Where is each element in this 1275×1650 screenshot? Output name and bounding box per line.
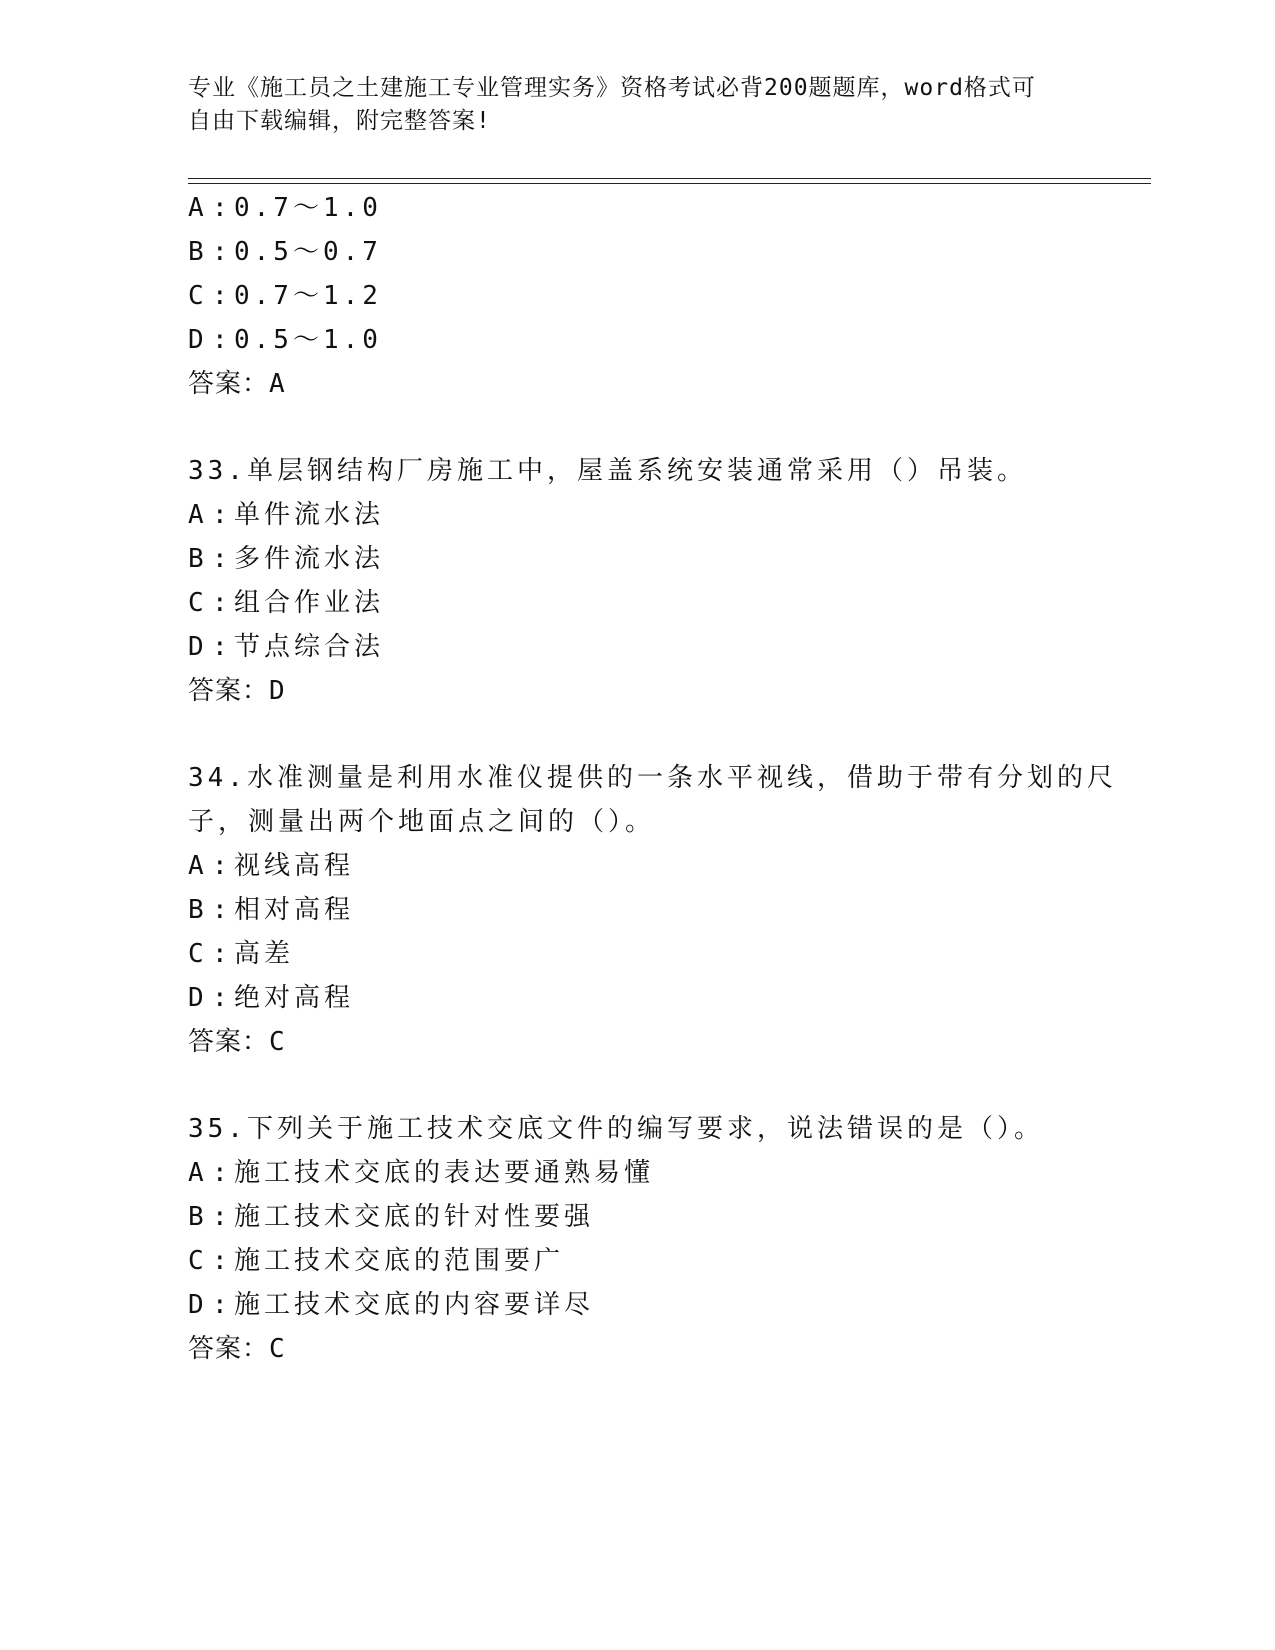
option-text: 节点综合法: [234, 632, 385, 662]
q33-answer: [188, 675, 286, 707]
answer-label: 答案：: [188, 369, 270, 399]
option-separator: :: [212, 632, 228, 662]
option-separator: :: [212, 1246, 228, 1276]
q32-option-b: [188, 236, 382, 268]
option-separator: :: [212, 1202, 228, 1232]
q32-option-a: [188, 192, 382, 224]
q32-option-c: [188, 280, 382, 312]
answer-label: 答案：: [188, 1027, 270, 1057]
option-text: 施工技术交底的内容要详尽: [234, 1290, 595, 1320]
option-text: 0.5～0.7: [234, 237, 382, 267]
option-separator: :: [212, 237, 228, 267]
option-key: D: [188, 1290, 204, 1320]
answer-value: C: [269, 1027, 286, 1057]
answer-label: 答案：: [188, 676, 270, 706]
option-text: 施工技术交底的表达要通熟易懂: [234, 1158, 655, 1188]
option-separator: :: [212, 939, 228, 969]
option-key: A: [188, 1158, 204, 1188]
option-separator: :: [212, 544, 228, 574]
header-line-1: 专业《施工员之土建施工专业管理实务》资格考试必背200题题库，word格式可: [188, 75, 1036, 101]
q35-option-c: [188, 1245, 564, 1277]
option-key: D: [188, 325, 204, 355]
q33-option-d: [188, 631, 384, 663]
q35-answer: [188, 1333, 286, 1365]
option-separator: :: [212, 1290, 228, 1320]
q33-option-b: [188, 543, 384, 575]
q34-option-b: [188, 894, 354, 926]
option-text: 视线高程: [234, 851, 355, 881]
header-divider-bottom: [188, 183, 1151, 184]
q34-option-d: [188, 982, 354, 1014]
option-text: 组合作业法: [234, 588, 385, 618]
option-key: C: [188, 1246, 204, 1276]
option-key: B: [188, 544, 204, 574]
q34-option-a: [188, 850, 354, 882]
option-text: 0.7～1.2: [234, 281, 382, 311]
option-key: B: [188, 895, 204, 925]
header-divider-top: [188, 178, 1151, 179]
option-separator: :: [212, 500, 228, 530]
option-text: 0.5～1.0: [234, 325, 382, 355]
option-separator: :: [212, 193, 228, 223]
option-text: 施工技术交底的范围要广: [234, 1246, 565, 1276]
option-separator: :: [212, 325, 228, 355]
q34-option-c: [188, 938, 294, 970]
option-text: 相对高程: [234, 895, 355, 925]
option-key: C: [188, 281, 204, 311]
option-separator: :: [212, 983, 228, 1013]
answer-value: A: [269, 369, 286, 399]
answer-value: D: [269, 676, 286, 706]
option-text: 绝对高程: [234, 983, 355, 1013]
option-separator: :: [212, 281, 228, 311]
option-key: D: [188, 632, 204, 662]
option-key: B: [188, 1202, 204, 1232]
option-separator: :: [212, 1158, 228, 1188]
option-text: 高差: [234, 939, 295, 969]
option-key: C: [188, 588, 204, 618]
q35-option-d: [188, 1289, 594, 1321]
q34-stem-line-2: 子，测量出两个地面点之间的（）。: [188, 807, 656, 837]
q35-stem: 35.下列关于施工技术交底文件的编写要求，说法错误的是（）。: [188, 1114, 1044, 1144]
q33-option-a: [188, 499, 384, 531]
q34-answer: [188, 1026, 286, 1058]
q35-option-b: [188, 1201, 594, 1233]
q32-option-d: [188, 324, 382, 356]
option-key: A: [188, 500, 204, 530]
option-separator: :: [212, 851, 228, 881]
option-text: 0.7～1.0: [234, 193, 382, 223]
option-key: A: [188, 851, 204, 881]
q34-stem-line-1: 34.水准测量是利用水准仪提供的一条水平视线，借助于带有分划的尺: [188, 763, 1117, 793]
q33-option-c: [188, 587, 384, 619]
option-key: C: [188, 939, 204, 969]
q32-answer: [188, 368, 286, 400]
option-text: 单件流水法: [234, 500, 385, 530]
option-text: 施工技术交底的针对性要强: [234, 1202, 595, 1232]
answer-value: C: [269, 1334, 286, 1364]
q35-option-a: [188, 1157, 654, 1189]
document-header: [188, 72, 1088, 138]
option-separator: :: [212, 895, 228, 925]
option-key: D: [188, 983, 204, 1013]
header-line-2: 自由下载编辑，附完整答案!: [188, 108, 491, 134]
q33-stem: 33.单层钢结构厂房施工中，屋盖系统安装通常采用（）吊装。: [188, 456, 1027, 486]
option-key: A: [188, 193, 204, 223]
answer-label: 答案：: [188, 1334, 270, 1364]
option-separator: :: [212, 588, 228, 618]
option-text: 多件流水法: [234, 544, 385, 574]
option-key: B: [188, 237, 204, 267]
